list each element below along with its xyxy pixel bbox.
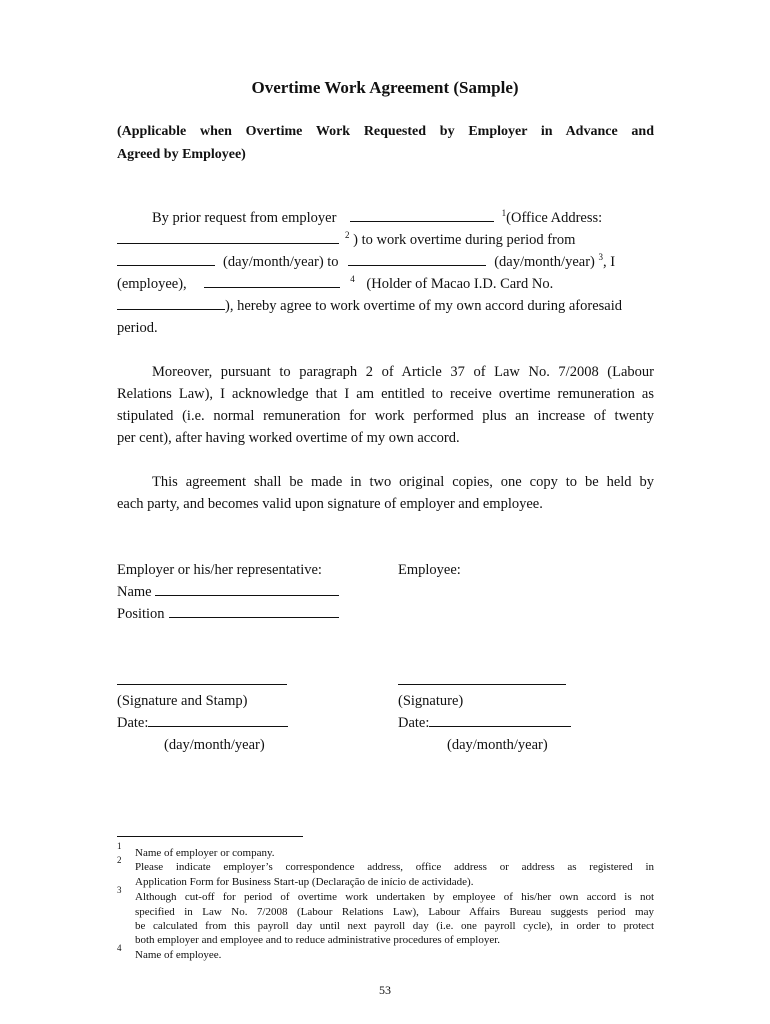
footnote-ref-1: 1 <box>501 208 507 218</box>
date-label: Date: <box>398 715 430 731</box>
employee-date-blank[interactable] <box>429 725 571 727</box>
name-label: Name <box>117 584 152 600</box>
employee-heading: Employee: <box>398 562 461 578</box>
subtitle-line-2: Agreed by Employee) <box>117 147 246 162</box>
footnote-text: Name of employee. <box>135 949 222 961</box>
footnote-text: specified in Law No. 7/2008 (Labour Relations Law), Labour Affairs Bureau suggests period may <box>135 906 654 918</box>
footnote-number: 2 <box>117 855 122 865</box>
para3-line-1: This agreement shall be made in two original copies, one copy to be held by <box>152 474 654 490</box>
position-row <box>117 606 339 623</box>
employer-date-row <box>117 715 288 732</box>
para1-text: ) to work overtime during period from <box>353 232 576 248</box>
para1-line-1 <box>152 210 654 227</box>
para3-line-2: each party, and becomes valid upon signature of employer and employee. <box>117 496 543 512</box>
footnote-ref-4: 4 <box>350 274 355 284</box>
footnote-number: 4 <box>117 943 122 953</box>
para1-line-2 <box>117 232 654 249</box>
footnote-text: Name of employer or company. <box>135 847 275 859</box>
para2-line-4: per cent), after having worked overtime of my own accord. <box>117 430 460 446</box>
employee-name-blank[interactable] <box>204 286 340 288</box>
name-row <box>117 584 339 601</box>
position-label: Position <box>117 606 165 622</box>
employee-date-format: (day/month/year) <box>447 737 548 753</box>
name-blank[interactable] <box>155 594 339 596</box>
employer-date-format: (day/month/year) <box>164 737 265 753</box>
id-card-blank[interactable] <box>117 308 225 310</box>
document-title: Overtime Work Agreement (Sample) <box>251 78 519 97</box>
para1-text: (employee), <box>117 276 187 292</box>
employer-signature-line[interactable] <box>117 684 287 685</box>
para1-line-3 <box>117 254 654 271</box>
footnote-text: Application Form for Business Start-up (Declaração de início de actividade). <box>135 876 474 888</box>
employee-date-row <box>398 715 571 732</box>
para1-line-6: period. <box>117 320 158 336</box>
employer-signature-label: (Signature and Stamp) <box>117 693 248 709</box>
footnote-text: be calculated from this payroll day until next payroll day (i.e. one payroll cycle), in order to protect <box>135 920 654 932</box>
para1-text: ), hereby agree to work overtime of my own accord during aforesaid <box>225 298 622 314</box>
footnote-separator <box>117 836 303 837</box>
para2-line-1: Moreover, pursuant to paragraph 2 of Article 37 of Law No. 7/2008 (Labour <box>152 364 654 380</box>
footnote-number: 1 <box>117 841 122 851</box>
para1-text: By prior request from employer <box>152 210 337 226</box>
footnote-text: Although cut-off for period of overtime work undertaken by employee of his/her own accord is not <box>135 891 654 903</box>
footnote-text: Please indicate employer’s correspondence address, office address or address as registered in <box>135 861 654 873</box>
start-date-blank[interactable] <box>117 264 215 266</box>
footnote-text: both employer and employee and to reduce administrative procedures of employer. <box>135 934 501 946</box>
para1-line-4 <box>117 276 654 293</box>
date-label: Date: <box>117 715 149 731</box>
page-number: 53 <box>379 983 391 997</box>
employer-blank[interactable] <box>350 220 494 222</box>
para1-text: , I <box>602 254 616 270</box>
employer-date-blank[interactable] <box>148 725 288 727</box>
end-date-blank[interactable] <box>348 264 486 266</box>
subtitle-line-1: (Applicable when Overtime Work Requested by Employer in Advance and <box>117 124 654 139</box>
footnote-ref-2: 2 <box>345 230 350 240</box>
para1-text: (day/month/year) <box>494 254 595 270</box>
employee-signature-label: (Signature) <box>398 693 464 709</box>
footnote-ref-3: 3 <box>598 252 603 262</box>
employee-signature-line[interactable] <box>398 684 566 685</box>
para1-line-5 <box>117 298 654 315</box>
para2-line-3: stipulated (i.e. normal remuneration for work performed plus an increase of twenty <box>117 408 654 424</box>
office-address-blank[interactable] <box>117 242 339 244</box>
para1-text: (day/month/year) to <box>223 254 339 270</box>
position-blank[interactable] <box>169 616 339 618</box>
para1-text: (Office Address: <box>506 210 603 226</box>
footnote-number: 3 <box>117 885 122 895</box>
para1-text: (Holder of Macao I.D. Card No. <box>366 276 554 292</box>
employer-heading: Employer or his/her representative: <box>117 562 322 578</box>
para2-line-2: Relations Law), I acknowledge that I am entitled to receive overtime remuneration as <box>117 386 654 402</box>
